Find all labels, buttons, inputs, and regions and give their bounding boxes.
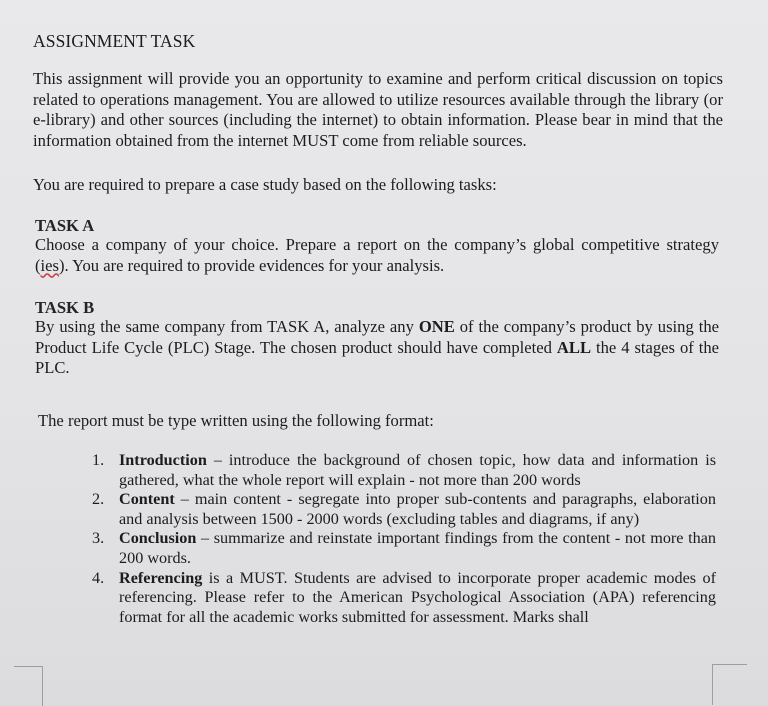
task-b-text-1: By using the same company from TASK A, analyze any [35,317,419,336]
format-intro: The report must be type written using the following format: [38,411,434,430]
list-item-text: – main content - segregate into proper sub-contents and paragraphs, elaboration and analysis between 1500 - 2000 words (excluding tables and diagrams, if any) [119,490,716,528]
task-b-text-3: the 4 stages of the PLC. [35,337,719,377]
list-item [92,529,716,568]
list-item-label: Referencing [119,568,203,587]
task-b-title: TASK B [35,298,95,317]
task-b-bold-all: ALL [556,337,592,357]
task-b-bold-one: ONE [418,317,455,336]
list-item-number: 4. [92,568,105,587]
list-item-number: 3. [92,529,105,548]
page-corner-marker-left [14,666,43,706]
list-item [92,451,716,490]
task-a-body [35,235,719,276]
list-item-text: is a MUST. Students are advised to incorporate proper academic modes of referencing. Please refer to the American Psychological Association (APA) referencing format for all the academic works submitted for assessment. Marks shall [119,568,716,626]
task-a-text-2: ). You are required to provide evidences for your analysis. [58,255,445,275]
task-a-flagged-word: ies [40,255,59,275]
list-item [92,490,716,529]
list-item-label: Introduction [119,451,207,469]
page-corner-marker-right [712,664,747,705]
list-item-label: Conclusion [119,529,197,548]
list-item-text: – introduce the background of chosen topic, how data and information is gathered, what the whole report will explain - not more than 200 words [119,451,716,489]
task-b-body [35,317,719,379]
task-a-title: TASK A [35,216,95,235]
list-item-label: Content [119,490,175,509]
task-b-text-2: of the company’s product by using the Product Life Cycle (PLC) Stage. The chosen product should have completed [35,317,719,357]
required-statement: You are required to prepare a case study based on the following tasks: [33,175,497,194]
list-item [92,569,716,628]
list-item-number: 2. [92,490,105,509]
intro-paragraph: This assignment will provide you an opportunity to examine and perform critical discussion on topics related to operations management. You are allowed to utilize resources available through the library (or e-library) and other sources (including the internet) to obtain information. Please bear in mind that the information obtained from the internet MUST come from reliable sources. [33,69,723,150]
assignment-heading: ASSIGNMENT TASK [33,31,196,51]
list-item-text: – summarize and reinstate important findings from the content - not more than 200 words. [119,529,716,567]
task-a-text-1: Choose a company of your choice. Prepare a report on the company’s global competitive strategy ( [35,235,719,275]
format-list [92,451,716,627]
list-item-number: 1. [92,451,105,469]
